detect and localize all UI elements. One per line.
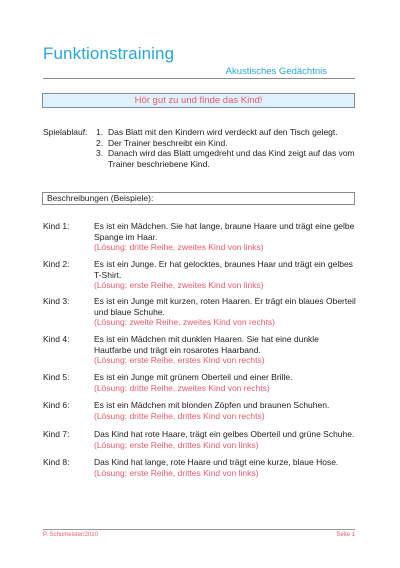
spielablauf-step [96, 138, 366, 149]
kind-label: Kind 5: [43, 372, 70, 382]
kind-label: Kind 8: [43, 457, 70, 467]
kind-description [94, 457, 356, 478]
kind-text: Das Kind hat lange, rote Haare und trägt eine kurze, blaue Hose. [94, 457, 339, 467]
kind-description [94, 372, 356, 393]
kind-description [94, 259, 356, 291]
footer-divider [43, 529, 355, 530]
kind-label: Kind 7: [43, 429, 70, 439]
kind-loesung: (Lösung: erste Reihe, erstes Kind von rechts) [94, 355, 265, 365]
kind-description [94, 429, 356, 450]
step-number: 1. [96, 127, 104, 137]
spielablauf-steps [96, 127, 366, 169]
kind-loesung: (Lösung: dritte Reihe, zweites Kind von links) [94, 242, 264, 252]
footer-author: P. Schumeister/2010 [43, 532, 98, 538]
kind-label: Kind 3: [43, 296, 70, 306]
kind-text: Es ist ein Mädchen mit dunklen Haaren. Sie hat eine dunkle Hautfarbe und trägt ein rosarotes Haarband. [94, 334, 319, 355]
header-divider [43, 78, 355, 79]
spielablauf-step [96, 127, 366, 138]
step-number: 3. [96, 148, 104, 158]
kind-text: Es ist ein Junge mit grünem Oberteil und einer Brille. [94, 372, 293, 382]
kind-loesung: (Lösung: erste Reihe, zweites Kind von links) [94, 280, 264, 290]
kind-loesung: (Lösung: dritte Reihe, zweites Kind von rechts) [94, 382, 270, 393]
kind-description [94, 296, 356, 328]
kind-loesung: (Lösung: erste Reihe, drittes Kind von links) [94, 439, 259, 450]
kind-text: Das Kind hat rote Haare, trägt ein gelbes Oberteil und grüne Schuhe. [94, 429, 355, 439]
kind-description [94, 221, 356, 253]
kind-description [94, 334, 356, 366]
beschreibungen-heading: Beschreibungen (Beispiele): [42, 192, 355, 205]
kind-text: Es ist ein Junge. Er hat gelocktes, braunes Haar und trägt ein gelbes T-Shirt. [94, 259, 353, 280]
kind-loesung: (Lösung: dritte Reihe, drittes Kind von rechts) [94, 410, 265, 421]
kind-loesung: (Lösung: erste Reihe, drittes Kind von links) [94, 467, 259, 478]
spielablauf-label: Spielablauf: [43, 127, 88, 137]
kind-label: Kind 2: [43, 259, 70, 269]
instruction-banner: Hör gut zu und finde das Kind! [42, 93, 355, 108]
spielablauf-step [96, 148, 366, 169]
step-text: Das Blatt mit den Kindern wird verdeckt auf den Tisch gelegt. [108, 127, 338, 137]
footer-page-number: Seite 1 [336, 532, 355, 538]
kind-loesung: (Lösung: zweite Reihe, zweites Kind von rechts) [94, 317, 275, 327]
page-title: Funktionstraining [43, 44, 175, 63]
kind-label: Kind 4: [43, 334, 70, 344]
step-text: Danach wird das Blatt umgedreht und das Kind zeigt auf das vom Trainer beschriebene Kind. [108, 148, 355, 169]
kind-text: Es ist ein Mädchen. Sie hat lange, braune Haare und trägt eine gelbe Spange im Haar. [94, 221, 355, 242]
page-subtitle: Akustisches Gedächtnis [225, 66, 327, 77]
kind-description [94, 400, 356, 421]
kind-text: Es ist ein Mädchen mit blonden Zöpfen und braunen Schuhen. [94, 400, 330, 410]
step-text: Der Trainer beschreibt ein Kind. [108, 137, 228, 148]
step-number: 2. [96, 137, 104, 148]
kind-label: Kind 1: [43, 221, 70, 231]
kind-text: Es ist ein Junge mit kurzen, roten Haaren. Er trägt ein blaues Oberteil und blaue Schuhe. [94, 296, 356, 317]
kind-label: Kind 6: [43, 400, 70, 410]
